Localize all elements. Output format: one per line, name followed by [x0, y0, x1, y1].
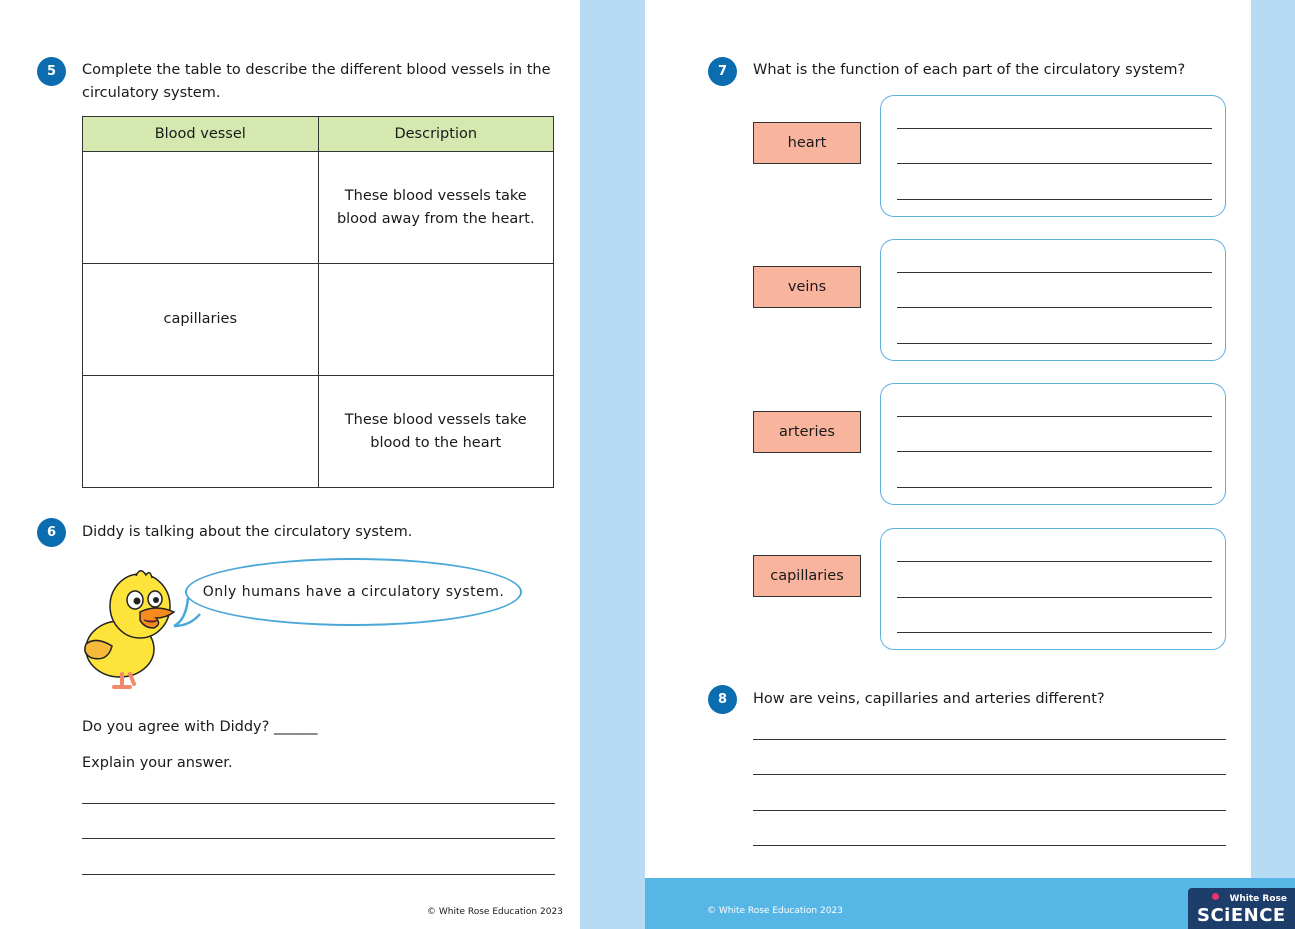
- question-6-text: Diddy is talking about the circulatory system.: [82, 524, 413, 540]
- answer-box-veins[interactable]: [880, 239, 1226, 361]
- question-5-number: 5: [37, 57, 66, 86]
- copyright-left: © White Rose Education 2023: [427, 907, 563, 917]
- answer-box-arteries[interactable]: [880, 383, 1226, 505]
- question-7-text: What is the function of each part of the circulatory system?: [753, 62, 1186, 78]
- answer-line[interactable]: [753, 810, 1226, 811]
- answer-line[interactable]: [897, 307, 1212, 308]
- part-label-capillaries: capillaries: [753, 555, 861, 597]
- table-row: [83, 376, 554, 488]
- answer-line[interactable]: [82, 803, 555, 804]
- question-5-text-line1: Complete the table to describe the different blood vessels in the: [82, 62, 551, 78]
- answer-line[interactable]: [897, 416, 1212, 417]
- answer-line[interactable]: [897, 451, 1212, 452]
- answer-line[interactable]: [897, 561, 1212, 562]
- answer-line[interactable]: [897, 128, 1212, 129]
- duck-illustration: [78, 566, 183, 698]
- answer-line[interactable]: [753, 774, 1226, 775]
- vessel-cell-answer[interactable]: [83, 152, 319, 264]
- answer-line[interactable]: [82, 838, 555, 839]
- logo-top-text: White Rose: [1229, 894, 1287, 904]
- part-label-veins: veins: [753, 266, 861, 308]
- part-label-arteries: arteries: [753, 411, 861, 453]
- answer-line[interactable]: [897, 272, 1212, 273]
- white-rose-science-logo: [1188, 888, 1295, 929]
- speech-bubble: Only humans have a circulatory system.: [185, 558, 522, 626]
- answer-box-capillaries[interactable]: [880, 528, 1226, 650]
- description-cell-answer[interactable]: [318, 264, 554, 376]
- answer-line[interactable]: [897, 597, 1212, 598]
- question-8-text: How are veins, capillaries and arteries different?: [753, 691, 1105, 707]
- question-7-number: 7: [708, 57, 737, 86]
- answer-line[interactable]: [897, 163, 1212, 164]
- vessel-cell-answer[interactable]: [83, 376, 319, 488]
- table-header-description: Description: [318, 117, 554, 152]
- question-6-number: 6: [37, 518, 66, 547]
- description-cell: These blood vessels take blood away from the heart.: [318, 152, 554, 264]
- answer-line[interactable]: [753, 739, 1226, 740]
- answer-line[interactable]: [82, 874, 555, 875]
- answer-line[interactable]: [897, 343, 1212, 344]
- answer-line[interactable]: [753, 845, 1226, 846]
- agree-prompt: Do you agree with Diddy? ______: [82, 719, 318, 735]
- logo-flower-icon: [1212, 893, 1219, 900]
- blood-vessel-table: [82, 116, 554, 488]
- vessel-cell: capillaries: [83, 264, 319, 376]
- question-5-text: [82, 59, 551, 105]
- page-gutter: [580, 0, 645, 929]
- table-row: [83, 264, 554, 376]
- copyright-right: © White Rose Education 2023: [707, 906, 843, 916]
- logo-main-text: SCiENCE: [1197, 905, 1286, 926]
- question-8-number: 8: [708, 685, 737, 714]
- right-margin-strip: [1251, 0, 1295, 878]
- table-row: [83, 152, 554, 264]
- answer-line[interactable]: [897, 632, 1212, 633]
- answer-box-heart[interactable]: [880, 95, 1226, 217]
- answer-line[interactable]: [897, 487, 1212, 488]
- explain-prompt: Explain your answer.: [82, 755, 233, 771]
- answer-line[interactable]: [897, 199, 1212, 200]
- part-label-heart: heart: [753, 122, 861, 164]
- description-cell: These blood vessels take blood to the heart: [318, 376, 554, 488]
- question-5-text-line2: circulatory system.: [82, 85, 221, 101]
- table-header-blood-vessel: Blood vessel: [83, 117, 319, 152]
